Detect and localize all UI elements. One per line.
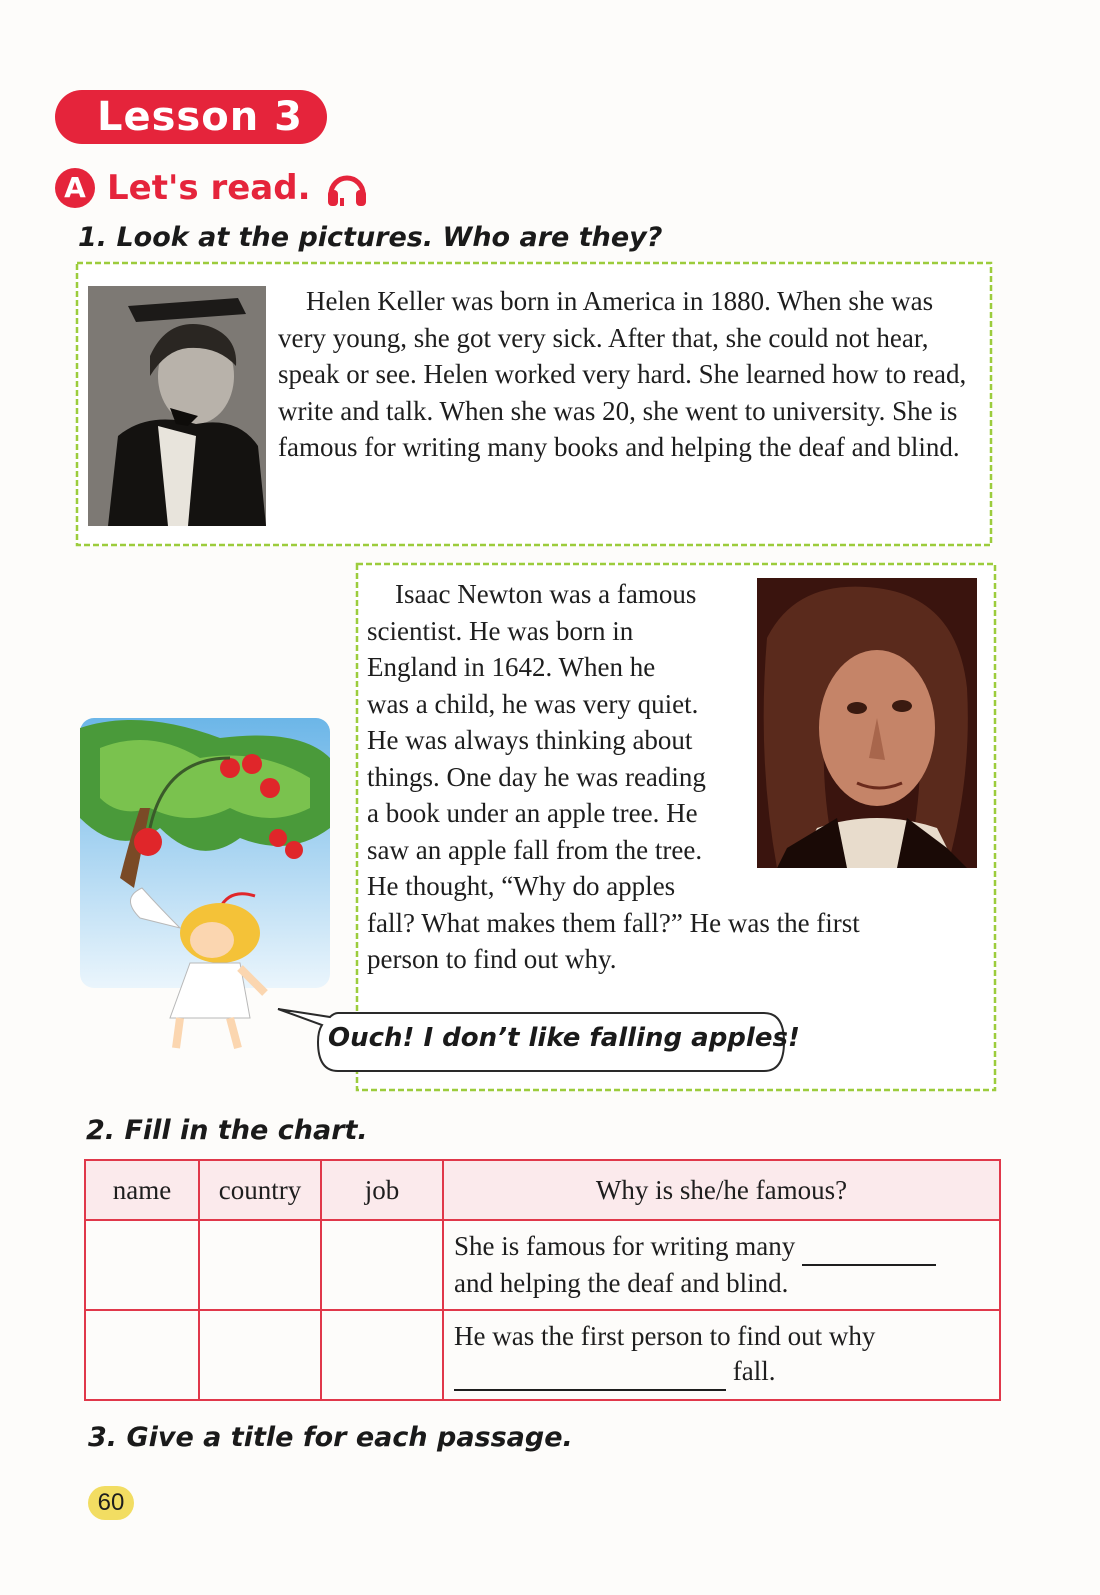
- column-header: job: [321, 1160, 443, 1220]
- section-title: Let's read.: [107, 168, 311, 208]
- answer-blank[interactable]: [802, 1229, 936, 1266]
- newton-line: Isaac Newton was a famous: [395, 579, 697, 609]
- newton-passage: [367, 576, 860, 978]
- newton-line: He was always thinking about: [367, 725, 693, 755]
- answer-blank[interactable]: [454, 1354, 726, 1391]
- column-header: name: [85, 1160, 199, 1220]
- speech-bubble: [308, 1011, 800, 1073]
- fill-in-chart: [84, 1159, 1001, 1401]
- newton-line: was a child, he was very quiet.: [367, 688, 699, 719]
- helen-keller-photo: [88, 286, 266, 526]
- question-1-heading: 1. Look at the pictures. Who are they?: [78, 222, 663, 253]
- question-3-heading: 3. Give a title for each passage.: [88, 1422, 573, 1453]
- why-suffix: fall.: [732, 1356, 776, 1386]
- column-header: Why is she/he famous?: [443, 1160, 1000, 1220]
- newton-line: fall? What makes them fall?” He was the first: [367, 907, 860, 938]
- chart-row: [85, 1310, 1000, 1400]
- section-a-header: [55, 168, 369, 208]
- name-cell[interactable]: [85, 1220, 199, 1310]
- helen-keller-passage: Helen Keller was born in America in 1880. When she was very young, she got very sick. After that, she could not hear, speak or see. Helen worked very hard. She learned how to read, write and talk. When she was 20, she went to university. She is famous for writing many books and helping the deaf and blind.: [278, 286, 967, 462]
- speech-bubble-text: Ouch! I don’t like falling apples!: [328, 1023, 800, 1053]
- why-prefix: She is famous for writing many: [454, 1231, 796, 1261]
- country-cell[interactable]: [199, 1310, 321, 1400]
- job-cell[interactable]: [321, 1310, 443, 1400]
- country-cell[interactable]: [199, 1220, 321, 1310]
- why-famous-cell: [443, 1310, 1000, 1400]
- chart-row: [85, 1220, 1000, 1310]
- why-suffix: and helping the deaf and blind.: [454, 1268, 789, 1298]
- newton-line: person to find out why.: [367, 944, 617, 974]
- why-prefix: He was the first person to find out why: [454, 1321, 876, 1351]
- newton-line: things. One day he was reading: [367, 761, 706, 792]
- lesson-title: Lesson 3: [55, 90, 327, 144]
- newton-line: saw an apple fall from the tree.: [367, 834, 703, 865]
- chart-header-row: [85, 1160, 1000, 1220]
- newton-line: England in 1642. When he: [367, 652, 656, 682]
- name-cell[interactable]: [85, 1310, 199, 1400]
- newton-line: scientist. He was born in: [367, 615, 634, 646]
- newton-line: a book under an apple tree. He: [367, 798, 698, 828]
- page-number: 60: [88, 1486, 134, 1520]
- newton-line: He thought, “Why do apples: [367, 871, 676, 901]
- apple-tree-illustration: [80, 718, 330, 1058]
- section-letter-badge: A: [55, 168, 95, 208]
- why-famous-cell: [443, 1220, 1000, 1310]
- job-cell[interactable]: [321, 1220, 443, 1310]
- column-header: country: [199, 1160, 321, 1220]
- question-2-heading: 2. Fill in the chart.: [86, 1115, 368, 1146]
- headphones-icon[interactable]: [325, 168, 369, 208]
